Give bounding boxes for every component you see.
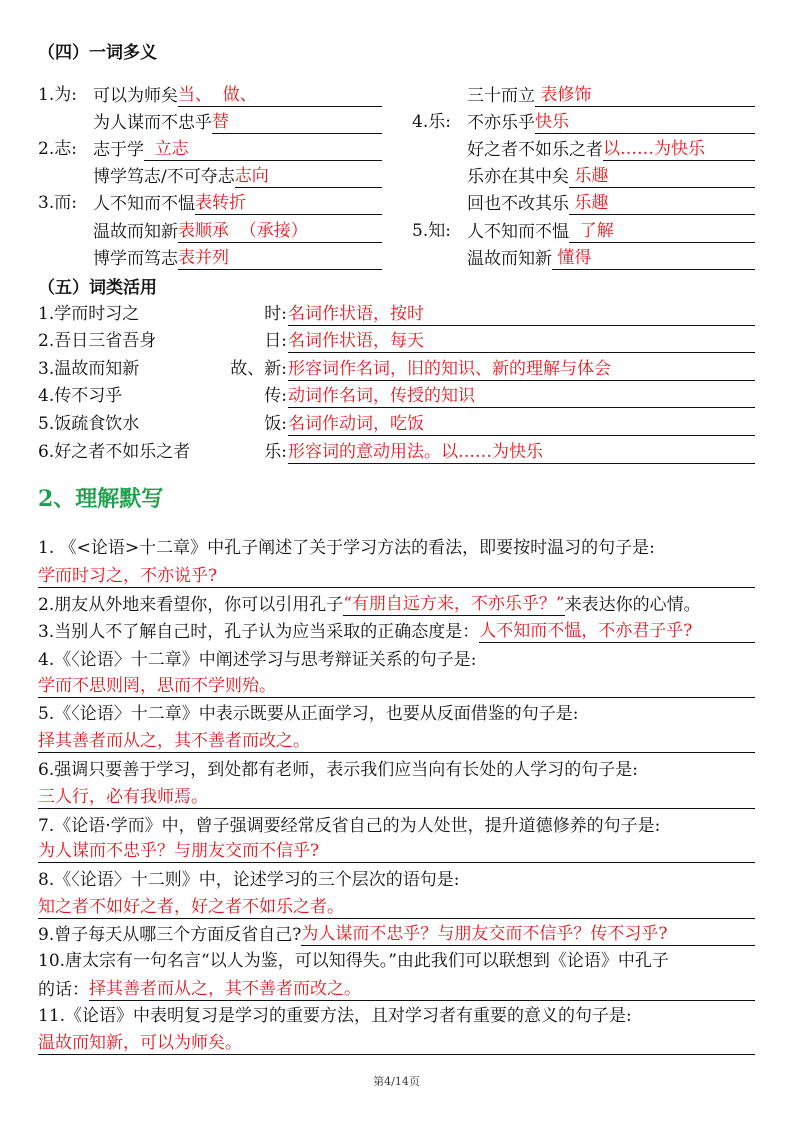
target-word: 时: — [264, 304, 287, 324]
polysemy-row — [467, 84, 755, 107]
phrase: 不亦乐乎 — [467, 113, 535, 133]
target-word: 乐: — [264, 442, 287, 462]
dictation-line — [38, 1032, 755, 1055]
target-word: 故、新: — [230, 359, 287, 379]
polysemy-row — [467, 220, 755, 243]
dictation-line — [38, 815, 755, 837]
dictation-line — [38, 565, 755, 588]
dictation-line — [38, 869, 755, 891]
question-text: 5.《〈论语〉十二章》中表示既要从正面学习，也要从反面借鉴的句子是: — [38, 704, 579, 724]
polysemy-row — [93, 220, 382, 243]
answer-row — [288, 330, 755, 353]
phrase: 志于学 — [93, 140, 144, 160]
answer-row — [288, 441, 755, 464]
dictation-line — [38, 1005, 755, 1027]
target-word: 日: — [264, 331, 287, 351]
phrase: 3.温故而知新 — [38, 359, 140, 379]
question-text: 7.《论语·学而》中，曾子强调要经常反省自己的为人处世，提升道德修养的句子是: — [38, 816, 661, 836]
dictation-line — [38, 537, 755, 559]
polysemy-row — [93, 247, 382, 270]
phrase: 1.学而时习之 — [38, 304, 140, 324]
polysemy-row — [467, 138, 755, 161]
answer-blank: 三人行，必有我师焉。 — [38, 786, 755, 809]
dictation-line — [38, 978, 755, 1001]
answer-row — [288, 303, 755, 326]
phrase: 回也不改其乐 — [467, 194, 569, 214]
question-text: 来表达你的心情。 — [564, 595, 701, 615]
answer-blank: 立志 — [144, 138, 382, 161]
answer-blank: 知之者不如好之者，好之者不如乐之者。 — [38, 896, 755, 919]
phrase: 博学而笃志 — [93, 249, 178, 269]
phrase: 乐亦在其中矣 — [467, 167, 569, 187]
answer-blank: 学而时习之，不亦说乎? — [38, 565, 755, 588]
item-label: 1.为: — [38, 85, 77, 105]
dictation-line — [38, 896, 755, 919]
polysemy-row — [93, 192, 382, 215]
answer-blank: 表并列 — [178, 247, 382, 270]
phrase: 4.传不习乎 — [38, 386, 123, 406]
target-word: 传: — [264, 386, 287, 406]
phrase: 6.好之者不如乐之者 — [38, 442, 191, 462]
dictation-line — [38, 840, 755, 863]
question-text: 2.朋友从外地来看望你，你可以引用孔子 — [38, 595, 344, 615]
phrase: 5.饭疏食饮水 — [38, 414, 140, 434]
answer-blank: 志向 — [235, 165, 382, 188]
phrase: 为人谋而不忠乎 — [93, 113, 212, 133]
answer-blank: 择其善者而从之，其不善者而改之。 — [89, 978, 755, 1001]
answer-row — [288, 413, 755, 436]
answer-blank: 以……为快乐 — [603, 138, 755, 161]
question-text: 6.强调只要善于学习，到处都有老师，表示我们应当向有长处的人学习的句子是: — [38, 760, 638, 780]
question-text: 4.《〈论语〉十二章》中阐述学习与思考辩证关系的句子是: — [38, 650, 477, 670]
answer-blank: 为人谋而不忠乎？与朋友交而不信乎? — [38, 840, 755, 863]
item-label: 5.知: — [412, 221, 451, 241]
polysemy-row — [93, 138, 382, 161]
answer-blank: 择其善者而从之，其不善者而改之。 — [38, 730, 755, 753]
answer-blank: 表转折 — [195, 192, 382, 215]
phrase: 三十而立 — [467, 86, 535, 106]
answer-blank: 人不知而不愠，不亦君子乎? — [479, 620, 755, 643]
item-label: 2.志: — [38, 139, 77, 159]
phrase: 温故而知新 — [93, 222, 178, 242]
phrase: 博学笃志/不可夺志 — [93, 167, 235, 187]
answer-blank: 为人谋而不忠乎？与朋友交而不信乎？传不习乎? — [301, 923, 755, 946]
answer-blank: 名词作状语，按时 — [288, 303, 755, 326]
answer-blank: 名词作动词，吃饭 — [288, 413, 755, 436]
phrase: 好之者不如乐之者 — [467, 140, 603, 160]
question-text: 10.唐太宗有一句名言“以人为鉴，可以知得失。”由此我们可以联想到《论语》中孔子 — [38, 951, 669, 971]
answer-blank: 替 — [212, 111, 382, 134]
section2-title: 2、理解默写 — [38, 486, 164, 512]
dictation-line — [38, 923, 755, 946]
answer-blank: 快乐 — [535, 111, 755, 134]
page-number: 第4/14页 — [373, 1075, 420, 1088]
dictation-line — [38, 786, 755, 809]
answer-blank: 形容词作名词，旧的知识、新的理解与体会 — [288, 358, 755, 381]
phrase: 温故而知新 — [467, 249, 552, 269]
target-word: 饭: — [264, 414, 287, 434]
phrase: 人不知而不愠 — [467, 222, 569, 242]
phrase: 人不知而不愠 — [93, 194, 195, 214]
answer-row — [288, 385, 755, 408]
answer-blank: “有朋自远方来，不亦乐乎？” — [343, 594, 565, 614]
answer-blank: 表修饰 — [535, 84, 755, 107]
polysemy-row — [467, 111, 755, 134]
answer-blank: 形容词的意动用法。以……为快乐 — [288, 441, 755, 464]
item-label: 3.而: — [38, 193, 77, 213]
dictation-line — [38, 703, 755, 725]
phrase: 2.吾日三省吾身 — [38, 331, 157, 351]
question-text: 11.《论语》中表明复习是学习的重要方法，且对学习者有重要的意义的句子是: — [38, 1006, 632, 1026]
question-text: 的话： — [38, 980, 89, 1000]
section5-title: （五）词类活用 — [38, 278, 157, 298]
polysemy-row — [93, 84, 382, 107]
answer-blank: 动词作名词，传授的知识 — [288, 385, 755, 408]
dictation-line — [38, 730, 755, 753]
dictation-line — [38, 675, 755, 698]
answer-row — [288, 358, 755, 381]
answer-blank: 了解 — [569, 220, 755, 243]
dictation-line — [38, 620, 755, 643]
dictation-line — [38, 649, 755, 671]
polysemy-row — [93, 165, 382, 188]
answer-blank: 名词作状语，每天 — [288, 330, 755, 353]
dictation-line — [38, 950, 755, 972]
polysemy-row — [467, 247, 755, 270]
polysemy-row — [93, 111, 382, 134]
dictation-line — [38, 759, 755, 781]
question-text: 1. 《<论语>十二章》中孔子阐述了关于学习方法的看法，即要按时温习的句子是: — [38, 538, 655, 558]
question-text: 9.曾子每天从哪三个方面反省自己? — [38, 925, 302, 945]
answer-blank: 乐趣 — [569, 165, 755, 188]
polysemy-row — [467, 165, 755, 188]
phrase: 可以为师矣 — [93, 86, 178, 106]
answer-blank: 温故而知新，可以为师矣。 — [38, 1032, 755, 1055]
answer-blank: 懂得 — [552, 247, 755, 270]
item-label: 4.乐: — [412, 112, 451, 132]
answer-blank: 当、 做、 — [178, 84, 382, 107]
question-text: 8.《〈论语〉十二则》中，论述学习的三个层次的语句是: — [38, 870, 460, 890]
answer-blank: 学而不思则罔，思而不学则殆。 — [38, 675, 755, 698]
question-text: 3.当别人不了解自己时，孔子认为应当采取的正确态度是： — [38, 622, 480, 642]
answer-blank: 表顺承 （承接） — [178, 220, 382, 243]
section4-title: （四）一词多义 — [38, 43, 157, 63]
polysemy-row — [467, 192, 755, 215]
dictation-line — [38, 593, 755, 616]
answer-blank: 乐趣 — [569, 192, 755, 215]
